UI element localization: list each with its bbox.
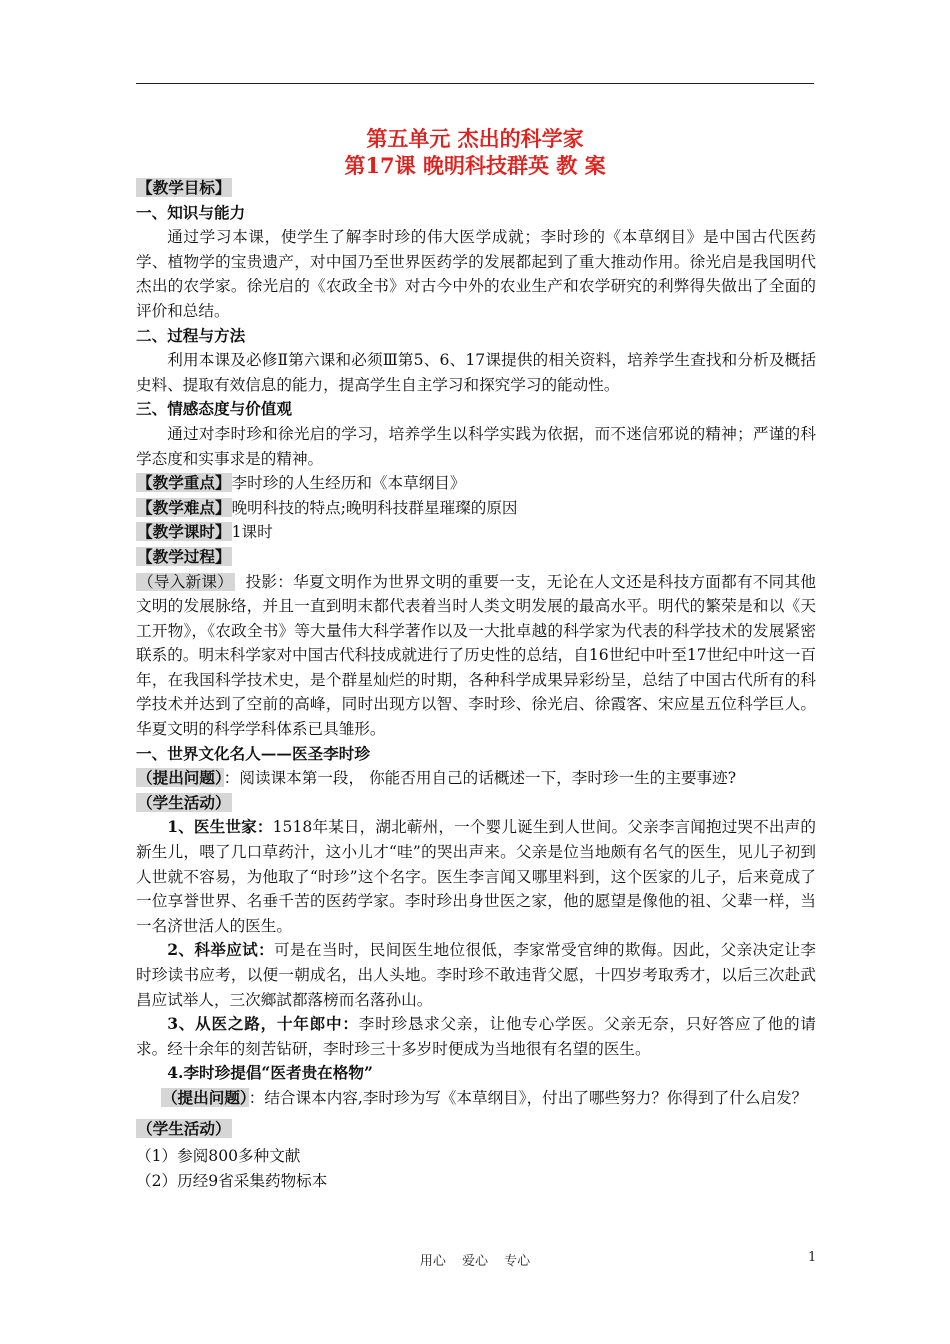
section2-text: 利用本课及必修Ⅱ第六课和必须Ⅲ第5、6、17课提供的相关资料，培养学生查找和分析及概括史料、提取有效信息的能力，提高学生自主学习和探究学习的能动性。 bbox=[136, 351, 816, 394]
objectives-tag: 【教学目标】 bbox=[137, 178, 231, 197]
part1-heading: 一、世界文化名人——医圣李时珍 bbox=[136, 743, 370, 763]
objectives-line bbox=[136, 176, 816, 201]
hours-tag: 【教学课时】 bbox=[137, 522, 231, 542]
item2-paragraph bbox=[136, 938, 816, 1012]
section1-text: 通过学习本课，使学生了解李时珍的伟大医学成就；李时珍的《本草纲目》是中国古代医药学、植物学的宝贵遗产，对中国乃至世界医药学的发展都起到了重大推动作用。徐光启是我国明代杰出的农学家。徐光启的《农政全书》对古今中外的农业生产和农学研究的利弊得失做出了全面的评价和总结。 bbox=[136, 228, 816, 320]
activity-tag: （学生活动） bbox=[137, 792, 231, 812]
intro-paragraph bbox=[136, 570, 816, 742]
hours-line bbox=[136, 520, 816, 545]
footer-word: 爱心 bbox=[461, 1254, 488, 1269]
section3-text: 通过对李时珍和徐光启的学习，培养学生以科学实践为依据，而不迷信邪说的精神；严谨的科学态度和实事求是的精神。 bbox=[136, 424, 816, 468]
question2-line bbox=[136, 1086, 816, 1111]
item1-title: 1、医生世家： bbox=[167, 817, 273, 837]
item3-paragraph bbox=[136, 1012, 816, 1061]
activity-line bbox=[136, 791, 816, 816]
item4-title: 4.李时珍提倡“医者贵在格物” bbox=[167, 1063, 373, 1083]
question1-text: ：阅读课本第一段， 你能否用自己的话概述一下，李时珍一生的主要事迹? bbox=[223, 769, 737, 788]
page-number: 1 bbox=[808, 1250, 817, 1265]
hours-text: 1课时 bbox=[231, 523, 273, 542]
item1-text: 1518年某日，湖北蕲州，一个婴儿诞生到人世间。父亲李言闻抱过哭不出声的新生儿，喂了几口草药汁，这小儿才“哇”的哭出声来。父亲是位当地颇有名气的医生，见儿子初到人世就不容易，为他取了“时珍”这个名字。医生李言闻又哪里料到，这个医家的儿子，后来竟成了一位享誉世界、名垂千苦的医药学家。李时珍出身世医之家，他的愿望是像他的祖、父辈一样，当一名济世活人的医生。 bbox=[136, 818, 816, 935]
item1-paragraph bbox=[136, 815, 816, 938]
question2-text: ：结合课本内容,李时珍为写《本草纲目》，付出了哪些努力？你得到了什么启发？ bbox=[248, 1088, 808, 1107]
footer-word: 用心 bbox=[419, 1254, 446, 1269]
item2-text: 可是在当时，民间医生地位很低，李家常受官绅的欺侮。因此，父亲决定让李时珍读书应考，以便一朝成名，出人头地。李时珍不敢违背父愿，十四岁考取秀才，以后三次赴武昌应试举人，三次鄉試都落榜而名落孙山。 bbox=[136, 941, 816, 1009]
section3-heading: 三、情感态度与价值观 bbox=[136, 399, 292, 419]
section1-heading: 一、知识与能力 bbox=[136, 202, 246, 222]
item3-title: 3、从医之路，十年郎中： bbox=[167, 1014, 359, 1034]
difficulty-tag: 【教学难点】 bbox=[137, 497, 231, 517]
item3-text: 李时珍恳求父亲，让他专心学医。父亲无奈，只好答应了他的请求。经十余年的刻苦钻研，李时珍三十多岁时便成为当地很有名望的医生。 bbox=[136, 1015, 816, 1058]
intro-text: 投影：华夏文明作为世界文明的重要一支，无论在人文还是科技方面都有不同其他文明的发展脉络，并且一直到明末都代表着当时人类文明发展的最高水平。明代的繁荣是和以《天工开物》，《农政全书》等大量伟大科学著作以及一大批卓越的科学家为代表的科学技术的发展紧密联系的。明末科学家对中国古代科技成就进行了历史性的总结，自16世纪中叶至17世纪中叶这一百年，在我国科学技术史，是个群星灿烂的时期，各种科学成果异彩纷呈，总结了中国古代所有的科学技术并达到了空前的高峰，同时出现方以智、李时珍、徐光启、徐霞客、宋应星五位科学巨人。华夏文明的科学学科体系已具雏形。 bbox=[136, 572, 816, 739]
focus-line bbox=[136, 471, 816, 496]
question2-tag: （提出问题） bbox=[161, 1087, 248, 1107]
activity2-line bbox=[136, 1117, 816, 1142]
focus-text: 李时珍的人生经历和《本草纲目》 bbox=[231, 474, 466, 493]
item2-title: 2、科举应试： bbox=[167, 940, 275, 960]
unit-title: 第五单元 杰出的科学家 bbox=[366, 126, 584, 151]
header-rule bbox=[136, 83, 814, 84]
question1-tag: （提出问题） bbox=[137, 768, 223, 788]
difficulty-line bbox=[136, 496, 816, 521]
list-item: （1）参阅800多种文献 bbox=[136, 1147, 301, 1166]
list-item: （2）历经9省采集药物标本 bbox=[136, 1171, 328, 1190]
intro-tag: （导入新课） bbox=[138, 572, 234, 591]
document-body bbox=[136, 176, 816, 1193]
process-line bbox=[136, 545, 816, 570]
process-tag: 【教学过程】 bbox=[137, 546, 231, 566]
question1-line bbox=[136, 766, 816, 791]
lesson-title: 第17课 晚明科技群英 教 案 bbox=[344, 153, 606, 178]
activity2-tag: （学生活动） bbox=[137, 1118, 231, 1138]
focus-tag: 【教学重点】 bbox=[137, 473, 231, 493]
section2-heading: 二、过程与方法 bbox=[136, 325, 246, 345]
difficulty-text: 晚明科技的特点;晚明科技群星璀璨的原因 bbox=[231, 498, 518, 517]
footer-word: 专心 bbox=[504, 1254, 531, 1269]
